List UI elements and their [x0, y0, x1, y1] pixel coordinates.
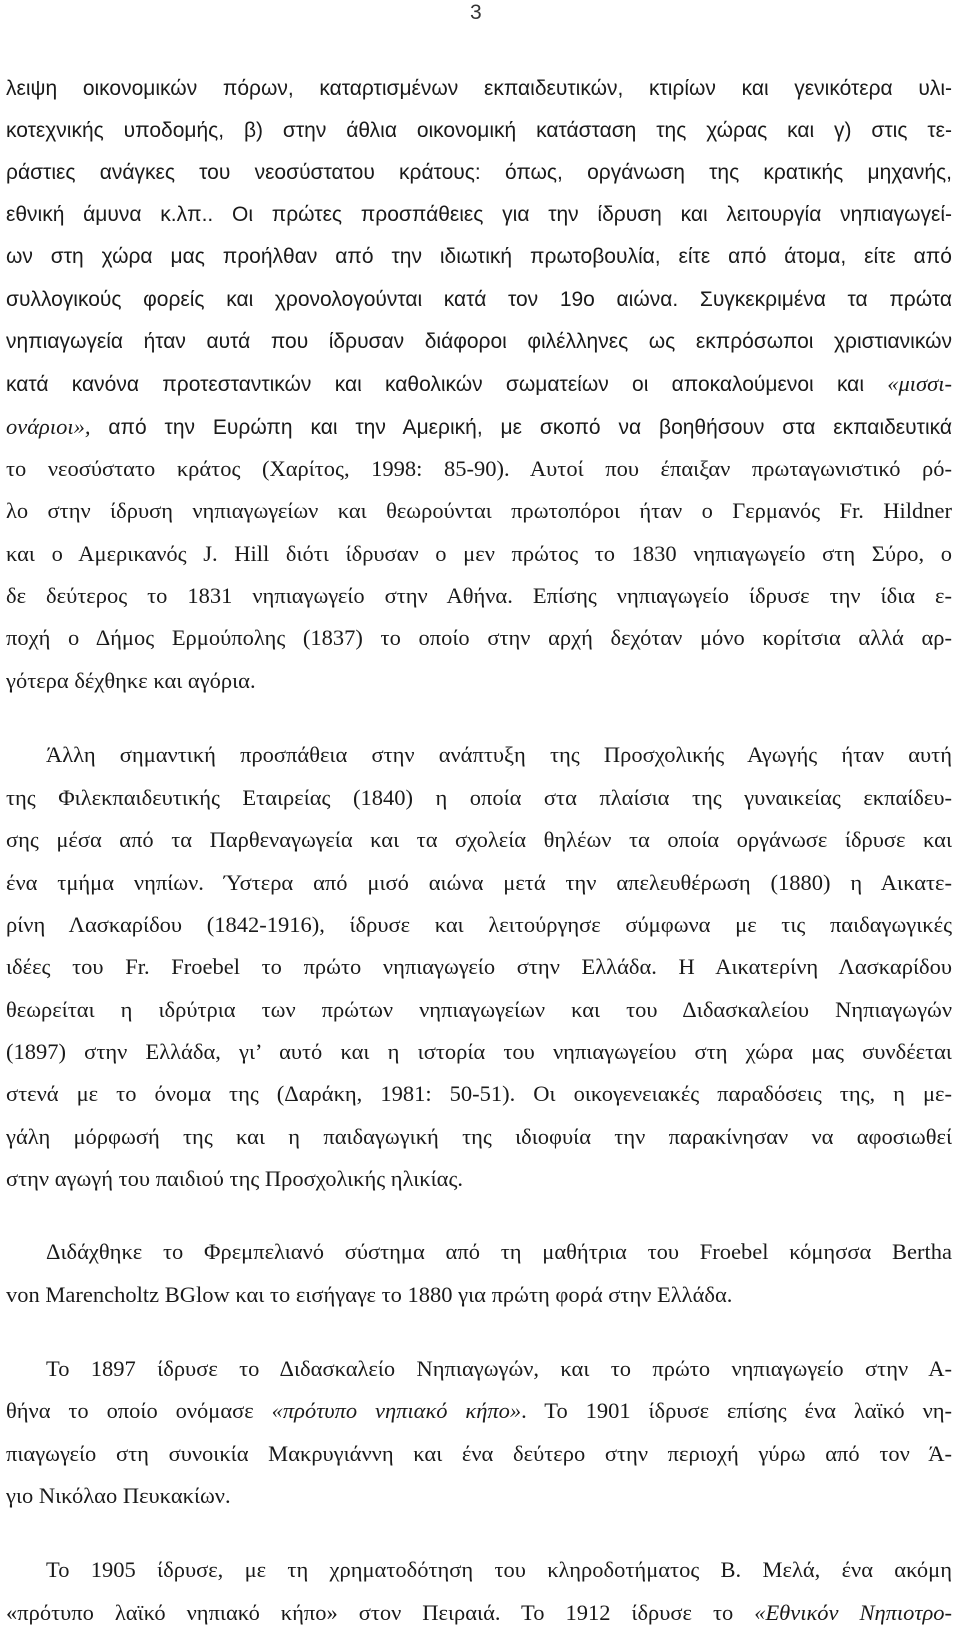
- text-line: στενά με το όνομα της (Δαράκη, 1981: 50-51). Οι οικογενειακές παραδόσεις της, η με-: [6, 1081, 952, 1106]
- italic-term: «μισσι-: [887, 371, 952, 396]
- text-line: ποχή ο Δήμος Ερμούπολης (1837) το οποίο στην αρχή δεχόταν μόνο κορίτσια αλλά αρ-: [6, 625, 952, 650]
- text-line: ένα τμήμα νηπίων. Ύστερα από μισό αιώνα μετά την απελευθέρωση (1880) η Αικατε-: [6, 870, 952, 895]
- text-line: Άλλη σημαντική προσπάθεια στην ανάπτυξη της Προσχολικής Αγωγής ήταν αυτή: [46, 742, 952, 767]
- text-line: «πρότυπο λαϊκό νηπιακό κήπο» στον Πειραιά. Το 1912 ίδρυσε το «Εθνικόν Νηπιοτρο-: [6, 1600, 952, 1625]
- text-line: το νεοσύστατο κράτος (Χαρίτος, 1998: 85-90). Αυτοί που έπαιξαν πρωταγωνιστικό ρό-: [6, 456, 952, 481]
- text-line: πιαγωγείο στη συνοικία Μακρυγιάννη και ένα δεύτερο στην περιοχή γύρω από τον Ά-: [6, 1441, 952, 1466]
- text-line: δε δεύτερος το 1831 νηπιαγωγείο στην Αθήνα. Επίσης νηπιαγωγείο ίδρυσε την ίδια ε-: [6, 583, 952, 608]
- italic-term: ονάριοι»,: [6, 414, 91, 439]
- text-line: γιο Νικόλαο Πευκακίων.: [6, 1483, 231, 1508]
- text-line: της Φιλεκπαιδευτικής Εταιρείας (1840) η οποία στα πλαίσια της γυναικείας εκπαίδευ-: [6, 785, 952, 810]
- text-line: von Marencholtz BGlow και το εισήγαγε το 1880 για πρώτη φορά στην Ελλάδα.: [6, 1282, 733, 1307]
- text-line: ων στη χώρα μας προήλθαν από την ιδιωτική πρωτοβουλία, είτε από άτομα, είτε από: [6, 245, 952, 268]
- text-line: κατά κανόνα προτεσταντικών και καθολικών σωματείων οι αποκαλούμενοι και «μισσι-: [6, 371, 952, 396]
- text-line: θεωρείται η ιδρύτρια των πρώτων νηπιαγωγείων και του Διδασκαλείου Νηπιαγωγών: [6, 997, 952, 1022]
- text-line: και ο Αμερικανός J. Hill διότι ίδρυσαν ο μεν πρώτος το 1830 νηπιαγωγείο στη Σύρο, ο: [6, 541, 952, 566]
- text-line: (1897) στην Ελλάδα, γι’ αυτό και η ιστορία του νηπιαγωγείου στη χώρα μας συνδέεται: [6, 1039, 952, 1064]
- text-line: ιδέες του Fr. Froebel το πρώτο νηπιαγωγείο στην Ελλάδα. Η Αικατερίνη Λασκαρίδου: [6, 954, 952, 979]
- text-line: ρίνη Λασκαρίδου (1842-1916), ίδρυσε και λειτούργησε σύμφωνα με τις παιδαγωγικές: [6, 912, 952, 937]
- text-line: Το 1905 ίδρυσε, με τη χρηματοδότηση του κληροδοτήματος Β. Μελά, ένα ακόμη: [46, 1557, 952, 1582]
- text-line: συλλογικούς φορείς και χρονολογούνται κατά τον 19ο αιώνα. Συγκεκριμένα τα πρώτα: [6, 288, 952, 311]
- page-number: 3: [470, 1, 482, 24]
- text-line: Το 1897 ίδρυσε το Διδασκαλείο Νηπιαγωγών, και το πρώτο νηπιαγωγείο στην Α-: [46, 1356, 952, 1381]
- text-line: ονάριοι», από την Ευρώπη και την Αμερική, με σκοπό να βοηθήσουν στα εκπαιδευτικά: [6, 414, 952, 439]
- text-line: γάλη μόρφωσή της και η παιδαγωγική της ιδιοφυία την παρακίνησαν να αφοσιωθεί: [6, 1124, 952, 1149]
- italic-term: «πρότυπο νηπιακό κήπο»: [271, 1398, 522, 1423]
- text-line: θήνα το οποίο ονόμασε «πρότυπο νηπιακό κήπο». Το 1901 ίδρυσε επίσης ένα λαϊκό νη-: [6, 1398, 952, 1423]
- italic-term: «Εθνικόν Νηπιοτρο-: [754, 1600, 952, 1625]
- text-line: λο στην ίδρυση νηπιαγωγείων και θεωρούνται πρωτοπόροι ήταν ο Γερμανός Fr. Hildner: [6, 498, 952, 523]
- text-line: εθνική άμυνα κ.λπ.. Οι πρώτες προσπάθειες για την ίδρυση και λειτουργία νηπιαγωγεί-: [6, 203, 952, 226]
- text-line: λειψη οικονομικών πόρων, καταρτισμένων εκπαιδευτικών, κτιρίων και γενικότερα υλι-: [6, 77, 952, 100]
- text-line: στην αγωγή του παιδιού της Προσχολικής ηλικίας.: [6, 1166, 463, 1191]
- text-line: γότερα δέχθηκε και αγόρια.: [6, 668, 256, 693]
- text-line: Διδάχθηκε το Φρεμπελιανό σύστημα από τη μαθήτρια του Froebel κόμησσα Bertha: [46, 1239, 952, 1264]
- text-line: νηπιαγωγεία ήταν αυτά που ίδρυσαν διάφοροι φιλέλληνες ως εκπρόσωποι χριστιανικών: [6, 330, 952, 353]
- text-line: σης μέσα από τα Παρθεναγωγεία και τα σχολεία θηλέων τα οποία οργάνωσε ίδρυσε και: [6, 827, 952, 852]
- text-line: ράστιες ανάγκες του νεοσύστατου κράτους: όπως, οργάνωση της κρατικής μηχανής,: [6, 161, 952, 184]
- text-line: κοτεχνικής υποδομής, β) στην άθλια οικονομική κατάσταση της χώρας και γ) στις τε-: [6, 119, 952, 142]
